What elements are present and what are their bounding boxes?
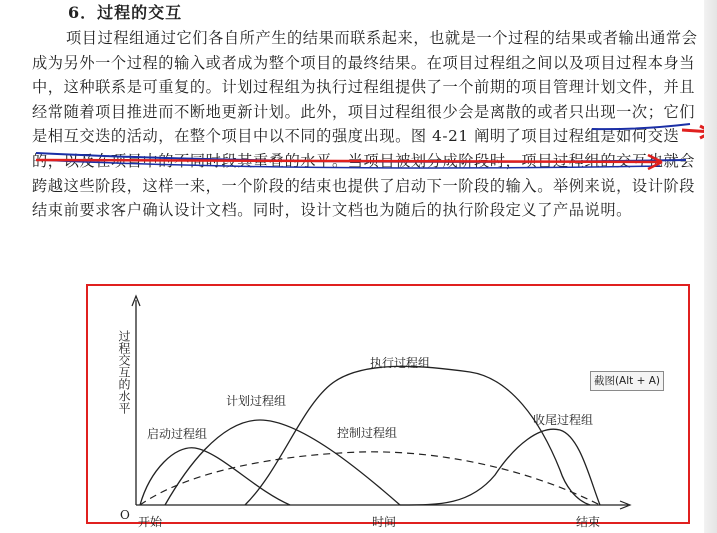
x-mid-label: 时间 bbox=[372, 515, 397, 529]
x-end-label: 结束 bbox=[576, 515, 601, 529]
x-start-label: 开始 bbox=[138, 515, 163, 529]
label-planning: 计划过程组 bbox=[226, 394, 287, 408]
label-monitoring: 控制过程组 bbox=[337, 426, 398, 440]
origin-label: O bbox=[120, 508, 130, 522]
label-closing: 收尾过程组 bbox=[533, 413, 594, 427]
label-executing: 执行过程组 bbox=[370, 356, 431, 370]
screenshot-tooltip: 截图(Alt + A) bbox=[590, 371, 664, 391]
body-paragraph: 项目过程组通过它们各自所产生的结果而联系起来，也就是一个过程的结果或者输出通常会成为另外一个过程的输入或者成为整个项目的最终结果。在项目过程组之间以及项目过程本身当中，这种联系是可重复的。计划过程组为执行过程组提供了一个前期的项目管理计划文件，并且经常随着项目推进而不断地更新计划。此外，项目过程组很少会是离散的或者只出现一次；它们是相互交迭的活动，在整个项目中以不同的强度出现。图 4-21 阐明了项目过程组是如何交迭的，以及在项目中的不同时段其重叠的水平。当项目被划分成阶段时，项目过程组的交互也就会跨越这些阶段，这样一来，一个阶段的结束也提供了启动下一阶段的输入。举例来说，设计阶段结束前要求客户确认设计文档。同时，设计文档也为随后的执行阶段定义了产品说明。 bbox=[32, 29, 698, 220]
curve-closing bbox=[400, 429, 600, 505]
y-axis-label: 过程交互的水平 bbox=[117, 330, 131, 414]
window-edge-shadow bbox=[704, 0, 717, 533]
label-initiating: 启动过程组 bbox=[147, 427, 208, 441]
curve-executing bbox=[245, 366, 590, 505]
curve-monitoring bbox=[140, 452, 600, 505]
section-heading: 6．过程的交互 bbox=[68, 3, 183, 22]
